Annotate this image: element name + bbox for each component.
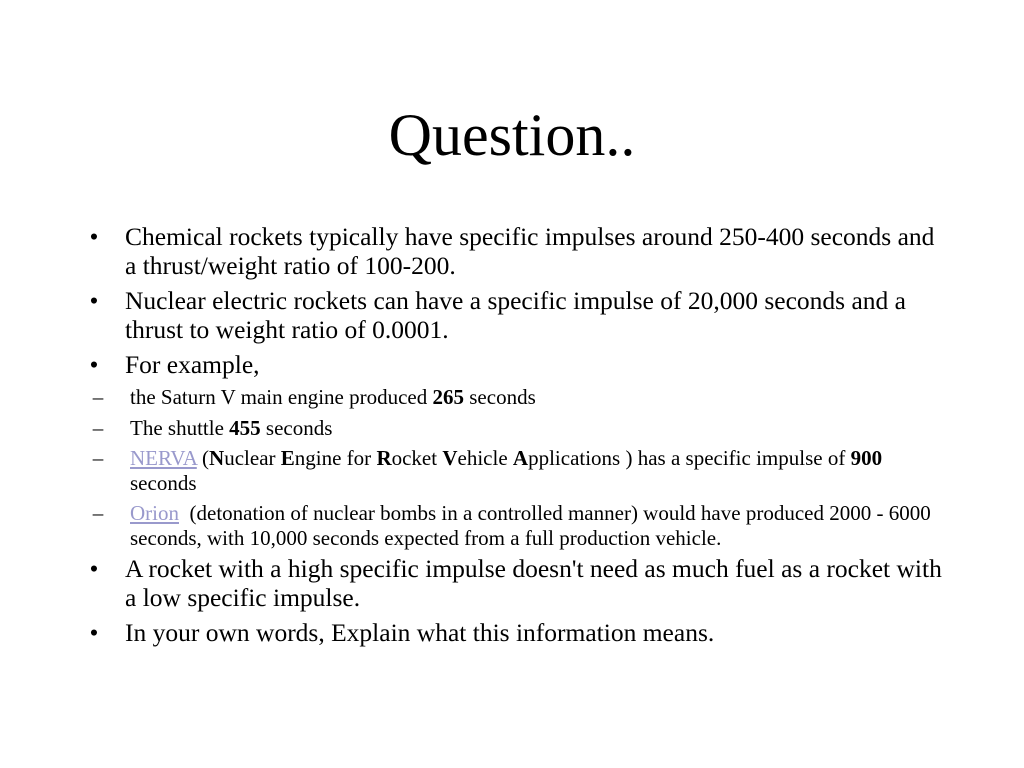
example-value: 455: [229, 415, 261, 440]
example-text: the Saturn V main engine produced: [130, 385, 433, 409]
bullet-for-example: [84, 350, 944, 379]
dash-marker: –: [92, 501, 104, 525]
example-orion: [84, 501, 944, 550]
example-nerva: [84, 446, 944, 495]
nerva-text-v: ehicle: [457, 446, 513, 470]
nerva-text-n: uclear: [224, 446, 281, 470]
example-saturn-v: [84, 385, 944, 410]
bullet-marker: •: [89, 554, 99, 583]
dash-marker: –: [92, 385, 104, 409]
nerva-initial-a: A: [512, 446, 529, 470]
dash-marker: –: [92, 446, 104, 470]
example-text: The shuttle: [130, 415, 230, 440]
bullet-nuclear-electric: [84, 286, 944, 344]
nerva-text-r: ocket: [391, 446, 443, 470]
nerva-paren: (: [196, 446, 210, 470]
example-suffix: seconds: [260, 415, 333, 440]
nerva-initial-n: N: [209, 446, 225, 470]
dash-marker: –: [92, 415, 104, 440]
example-shuttle: [84, 416, 944, 441]
bullet-text: Nuclear electric rockets can have a specific impulse of 20,000 seconds and a thrust to weight ratio of 0.0001.: [125, 286, 906, 344]
nerva-initial-v: V: [442, 446, 458, 470]
bullet-marker: •: [89, 222, 99, 251]
orion-text: (detonation of nuclear bombs in a controlled manner) would have produced 2000 - 6000 seconds, with 10,000 seconds expected from a full production vehicle.: [130, 501, 936, 550]
bullet-explain: [84, 618, 944, 647]
bullet-marker: •: [89, 286, 99, 315]
example-suffix: seconds: [130, 470, 197, 495]
bullet-text: In your own words, Explain what this information means.: [125, 618, 715, 647]
nerva-text-a: pplications ) has a specific impulse of: [528, 446, 851, 470]
bullet-marker: •: [89, 350, 99, 379]
nerva-initial-e: E: [280, 446, 295, 470]
example-suffix: seconds: [464, 385, 536, 409]
bullet-text: Chemical rockets typically have specific impulses around 250-400 seconds and a thrust/weight ratio of 100-200.: [125, 222, 935, 280]
orion-link[interactable]: Orion: [130, 501, 179, 525]
nerva-link[interactable]: NERVA: [130, 446, 197, 470]
bullet-chemical-rockets: [84, 222, 944, 280]
bullet-text: A rocket with a high specific impulse doesn't need as much fuel as a rocket with a low specific impulse.: [125, 554, 942, 612]
bullet-marker: •: [89, 618, 99, 647]
example-list: [84, 385, 944, 550]
bullet-high-specific-impulse: [84, 554, 944, 612]
example-value: 900: [850, 446, 883, 470]
slide-content: [84, 222, 944, 653]
slide-title: Question..: [388, 102, 636, 168]
nerva-initial-r: R: [376, 446, 392, 470]
nerva-text-e: ngine for: [294, 446, 377, 470]
example-value: 265: [432, 385, 464, 409]
bullet-text: For example,: [125, 350, 260, 379]
